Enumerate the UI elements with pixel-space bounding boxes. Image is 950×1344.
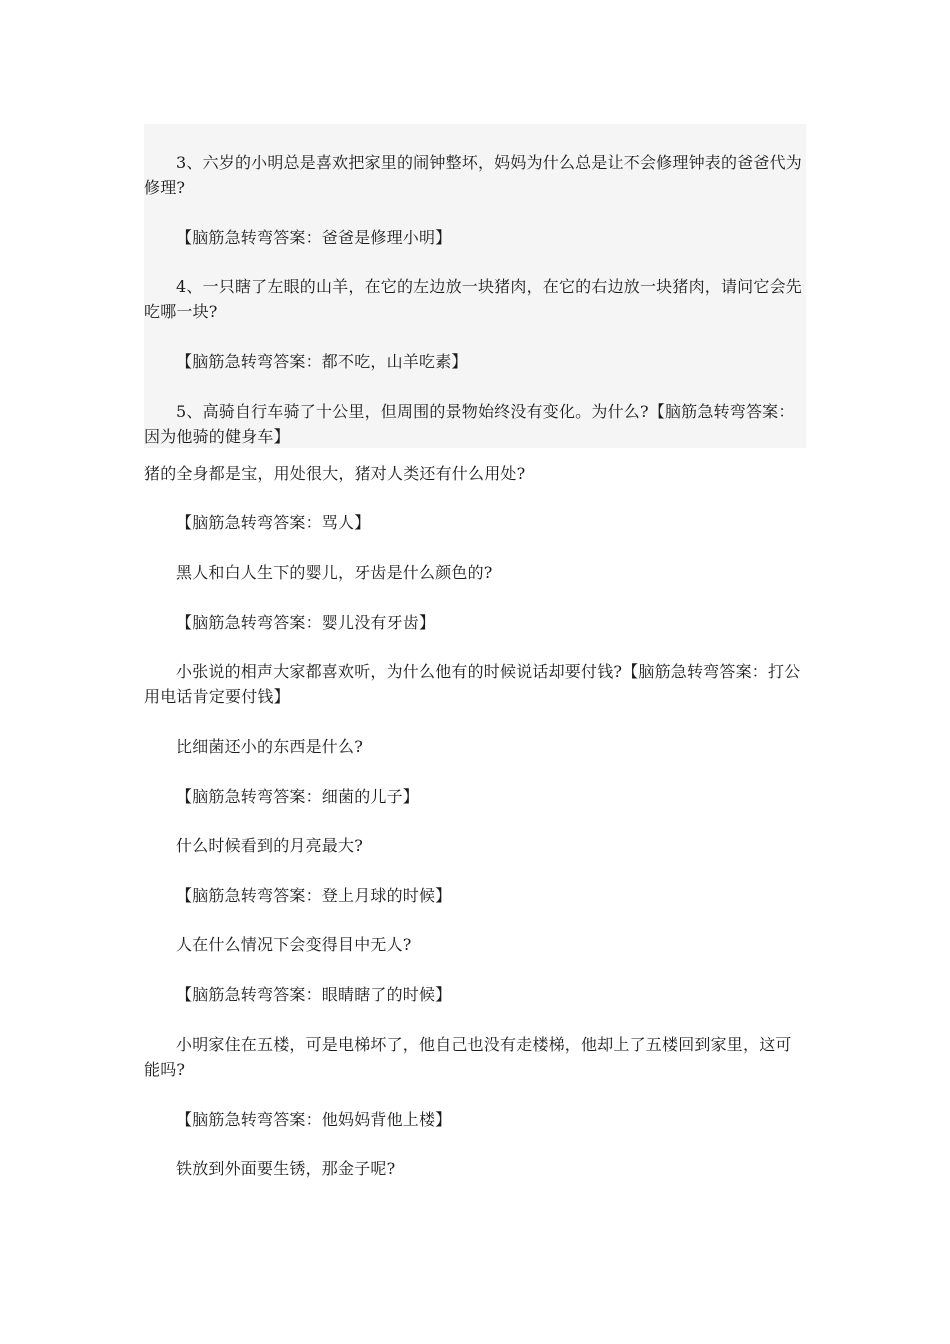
- question-pig: 猪的全身都是宝，用处很大，猪对人类还有什么用处?: [144, 464, 526, 483]
- question-gold-rust: 铁放到外面要生锈，那金子呢?: [176, 1159, 396, 1178]
- question-3: 3、六岁的小明总是喜欢把家里的闹钟整坏，妈妈为什么总是让不会修理钟表的爸爸代为修理?: [144, 153, 802, 197]
- question-crosstalk-with-answer: 小张说的相声大家都喜欢听，为什么他有的时候说话却要付钱?【脑筋急转弯答案：打公用电话肯定要付钱】: [144, 662, 801, 706]
- answer-3: 【脑筋急转弯答案：爸爸是修理小明】: [176, 228, 452, 247]
- question-baby-teeth: 黑人和白人生下的婴儿，牙齿是什么颜色的?: [176, 563, 493, 582]
- answer-pig: 【脑筋急转弯答案：骂人】: [176, 513, 371, 532]
- answer-nobody-in-eyes: 【脑筋急转弯答案：眼睛瞎了的时候】: [176, 985, 452, 1004]
- answer-fifth-floor: 【脑筋急转弯答案：他妈妈背他上楼】: [176, 1110, 452, 1129]
- question-fifth-floor: 小明家住在五楼，可是电梯坏了，他自己也没有走楼梯，他却上了五楼回到家里，这可能吗?: [144, 1035, 792, 1079]
- question-4: 4、一只瞎了左眼的山羊，在它的左边放一块猪肉，在它的右边放一块猪肉，请问它会先吃哪一块?: [144, 277, 802, 321]
- answer-smaller-than-bacteria: 【脑筋急转弯答案：细菌的儿子】: [176, 787, 420, 806]
- question-smaller-than-bacteria: 比细菌还小的东西是什么?: [176, 737, 363, 756]
- question-biggest-moon: 什么时候看到的月亮最大?: [176, 836, 363, 855]
- question-nobody-in-eyes: 人在什么情况下会变得目中无人?: [176, 935, 412, 954]
- question-5-with-answer: 5、高骑自行车骑了十公里，但周围的景物始终没有变化。为什么?【脑筋急转弯答案：因为他骑的健身车】: [144, 402, 795, 446]
- answer-baby-teeth: 【脑筋急转弯答案：婴儿没有牙齿】: [176, 613, 436, 632]
- answer-4: 【脑筋急转弯答案：都不吃，山羊吃素】: [176, 352, 468, 371]
- answer-biggest-moon: 【脑筋急转弯答案：登上月球的时候】: [176, 886, 452, 905]
